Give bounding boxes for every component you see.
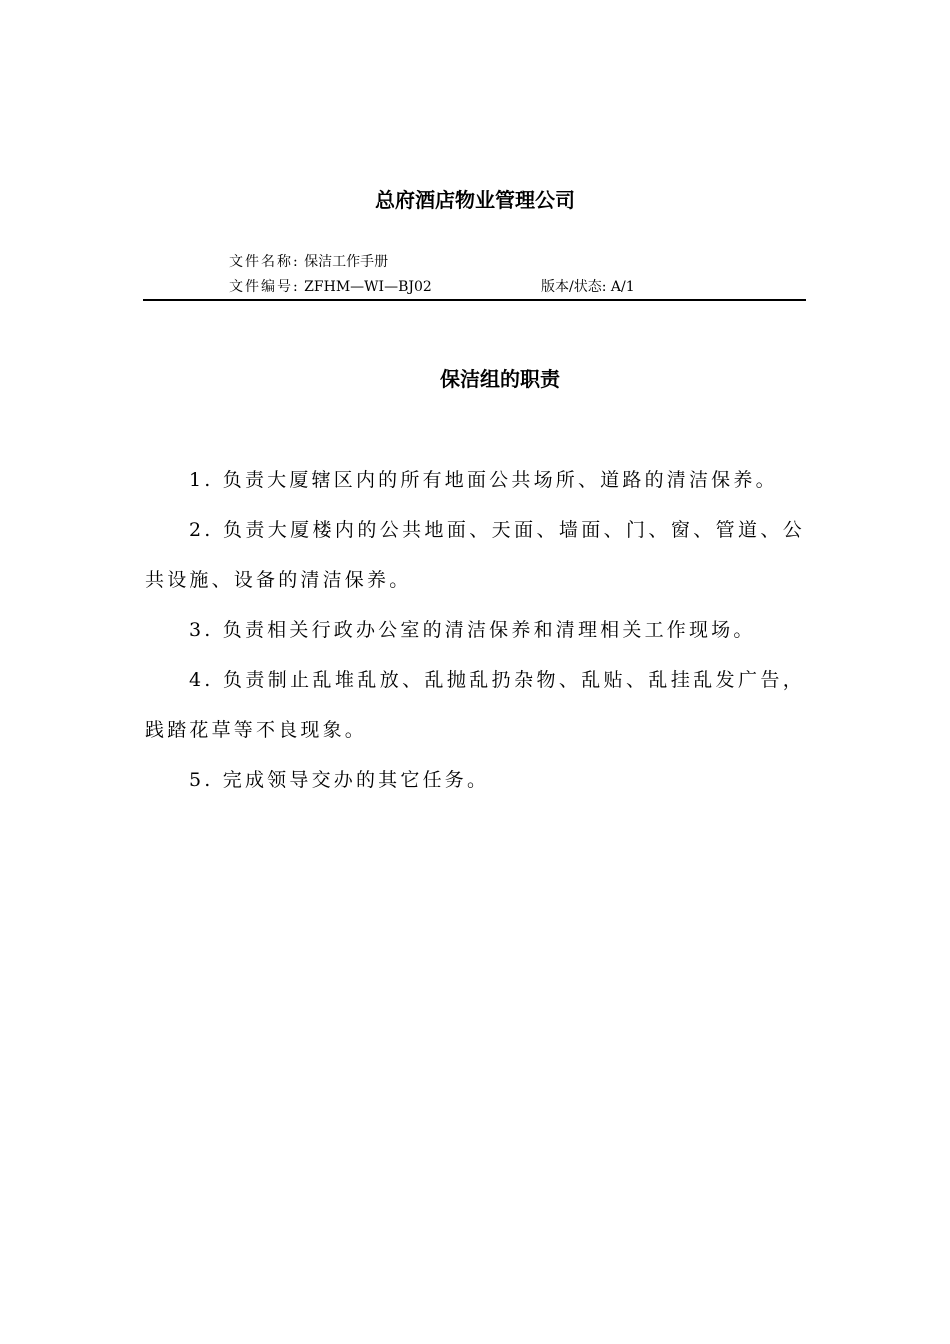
duty-list — [145, 455, 805, 805]
duty-item — [145, 655, 805, 755]
duty-item — [145, 755, 805, 805]
duty-item — [145, 605, 805, 655]
file-code-label: 文件编号: — [229, 279, 300, 295]
duty-text: 负责相关行政办公室的清洁保养和清理相关工作现场。 — [222, 619, 756, 641]
duty-number: 1. — [189, 469, 214, 491]
file-name-label: 文件名称: — [229, 254, 300, 270]
version-group — [541, 277, 635, 297]
duty-number: 5. — [189, 769, 214, 791]
file-code-value: ZFHM—WI—BJ02 — [304, 279, 432, 295]
duty-text: 负责大厦楼内的公共地面、天面、墙面、门、窗、管道、公共设施、设备的清洁保养。 — [145, 519, 805, 591]
version-label: 版本/状态: — [541, 279, 607, 295]
duty-item — [145, 455, 805, 505]
duty-number: 2. — [189, 519, 214, 541]
header-divider — [143, 299, 806, 301]
duty-number: 4. — [189, 669, 214, 691]
duty-number: 3. — [189, 619, 214, 641]
duty-text: 负责制止乱堆乱放、乱抛乱扔杂物、乱贴、乱挂乱发广告，践踏花草等不良现象。 — [145, 669, 805, 741]
version-value: A/1 — [610, 279, 635, 295]
company-title: 总府酒店物业管理公司 — [375, 188, 575, 212]
section-title: 保洁组的职责 — [440, 367, 560, 391]
duty-text: 完成领导交办的其它任务。 — [222, 769, 490, 791]
duty-text: 负责大厦辖区内的所有地面公共场所、道路的清洁保养。 — [222, 469, 778, 491]
file-code-row — [229, 277, 789, 297]
file-name-row — [229, 252, 789, 272]
duty-item — [145, 505, 805, 605]
file-name-value: 保洁工作手册 — [304, 254, 389, 270]
